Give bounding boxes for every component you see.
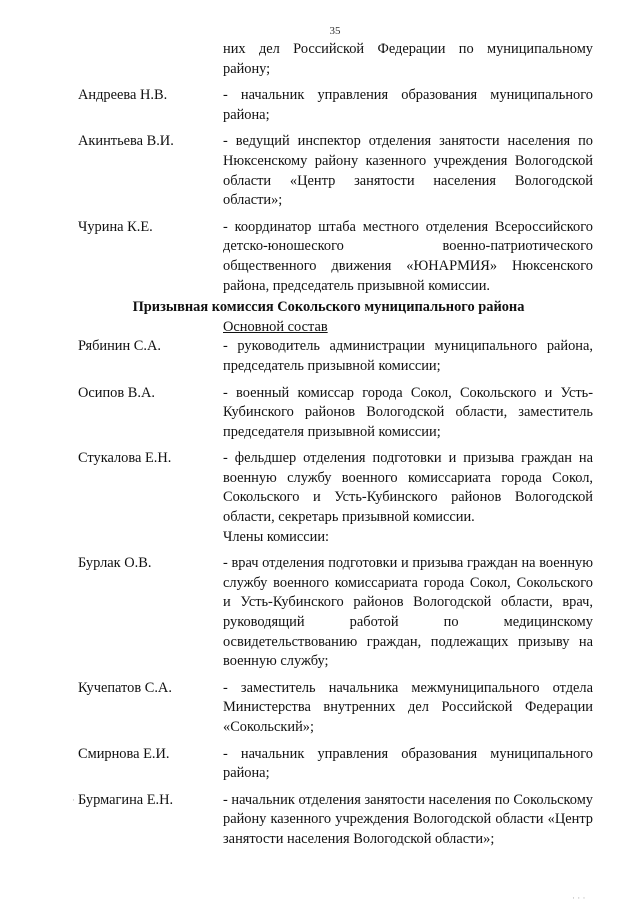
member-entry	[78, 745, 593, 784]
member-entry	[78, 384, 593, 443]
members-label: Члены комиссии:	[223, 528, 330, 545]
member-entry	[78, 679, 593, 738]
member-name: Бурлак О.В.	[78, 555, 152, 572]
member-name: Чурина К.Е.	[78, 218, 153, 235]
member-name: Акинтьева В.И.	[78, 133, 174, 150]
member-role: - врач отделения подготовки и призыва граждан на военную службу военного комиссариата города Сокол, Сокольского и Усть-Кубинского районов Вологодской области, врач, руководящий работой по медицинскому освидетельствованию граждан, подлежащих призыву на военную службу;	[223, 555, 593, 670]
member-name: Стукалова Е.Н.	[78, 450, 172, 467]
member-role: - начальник управления образования муниципального района;	[223, 87, 593, 123]
member-entry	[78, 554, 593, 672]
document-content	[78, 40, 593, 850]
member-role: - начальник управления образования муниципального района;	[223, 745, 593, 782]
member-entry	[78, 337, 593, 376]
member-role: - координатор штаба местного отделения Всероссийского детско-юношеского военно-патриотического общественного движения «ЮНАРМИЯ» Нюксенского района, председатель призывной комиссии.	[223, 218, 593, 294]
member-name: Смирнова Е.И.	[78, 745, 170, 762]
member-role: - заместитель начальника межмуниципального отдела Министерства внутренних дел Российской Федерации «Сокольский»;	[223, 679, 593, 735]
member-name: Бурмагина Е.Н.	[78, 791, 174, 808]
member-role: - военный комиссар города Сокол, Сокольского и Усть-Кубинского районов Вологодской области, заместитель председателя призывной комиссии;	[223, 384, 593, 440]
member-entry	[78, 86, 593, 125]
member-name: Кучепатов С.А.	[78, 679, 172, 696]
member-entry	[78, 449, 593, 527]
scan-speck: ·	[72, 795, 75, 805]
scan-speck: · · ·	[572, 893, 586, 903]
member-role: - ведущий инспектор отделения занятости населения по Нюксенскому району казенного учреждения Вологодской области «Центр занятости населения Вологодской области»;	[223, 133, 593, 209]
member-role: - начальник отделения занятости населения по Сокольскому району казенного учреждения Вологодской области «Центр занятости населения Вологодской области»;	[223, 791, 593, 847]
member-name: Андреева Н.В.	[78, 87, 168, 104]
member-entry	[78, 218, 593, 296]
member-entry	[78, 132, 593, 210]
member-role: - фельдшер отделения подготовки и призыва граждан на военную службу военного комиссариата города Сокол, Сокольского и Усть-Кубинского районов Вологодской области, секретарь призывной комиссии.	[223, 450, 593, 526]
member-entry	[78, 791, 593, 850]
main-composition-label: Основной состав	[223, 318, 328, 335]
page-number: 35	[329, 25, 341, 37]
member-name: Рябинин С.А.	[78, 338, 161, 355]
member-role: - руководитель администрации муниципального района, председатель призывной комиссии;	[223, 338, 593, 374]
member-name: Осипов В.А.	[78, 384, 155, 401]
continuation-text: них дел Российской Федерации по муниципальному району;	[223, 41, 593, 77]
section-title: Призывная комиссия Сокольского муниципального района	[132, 299, 525, 316]
